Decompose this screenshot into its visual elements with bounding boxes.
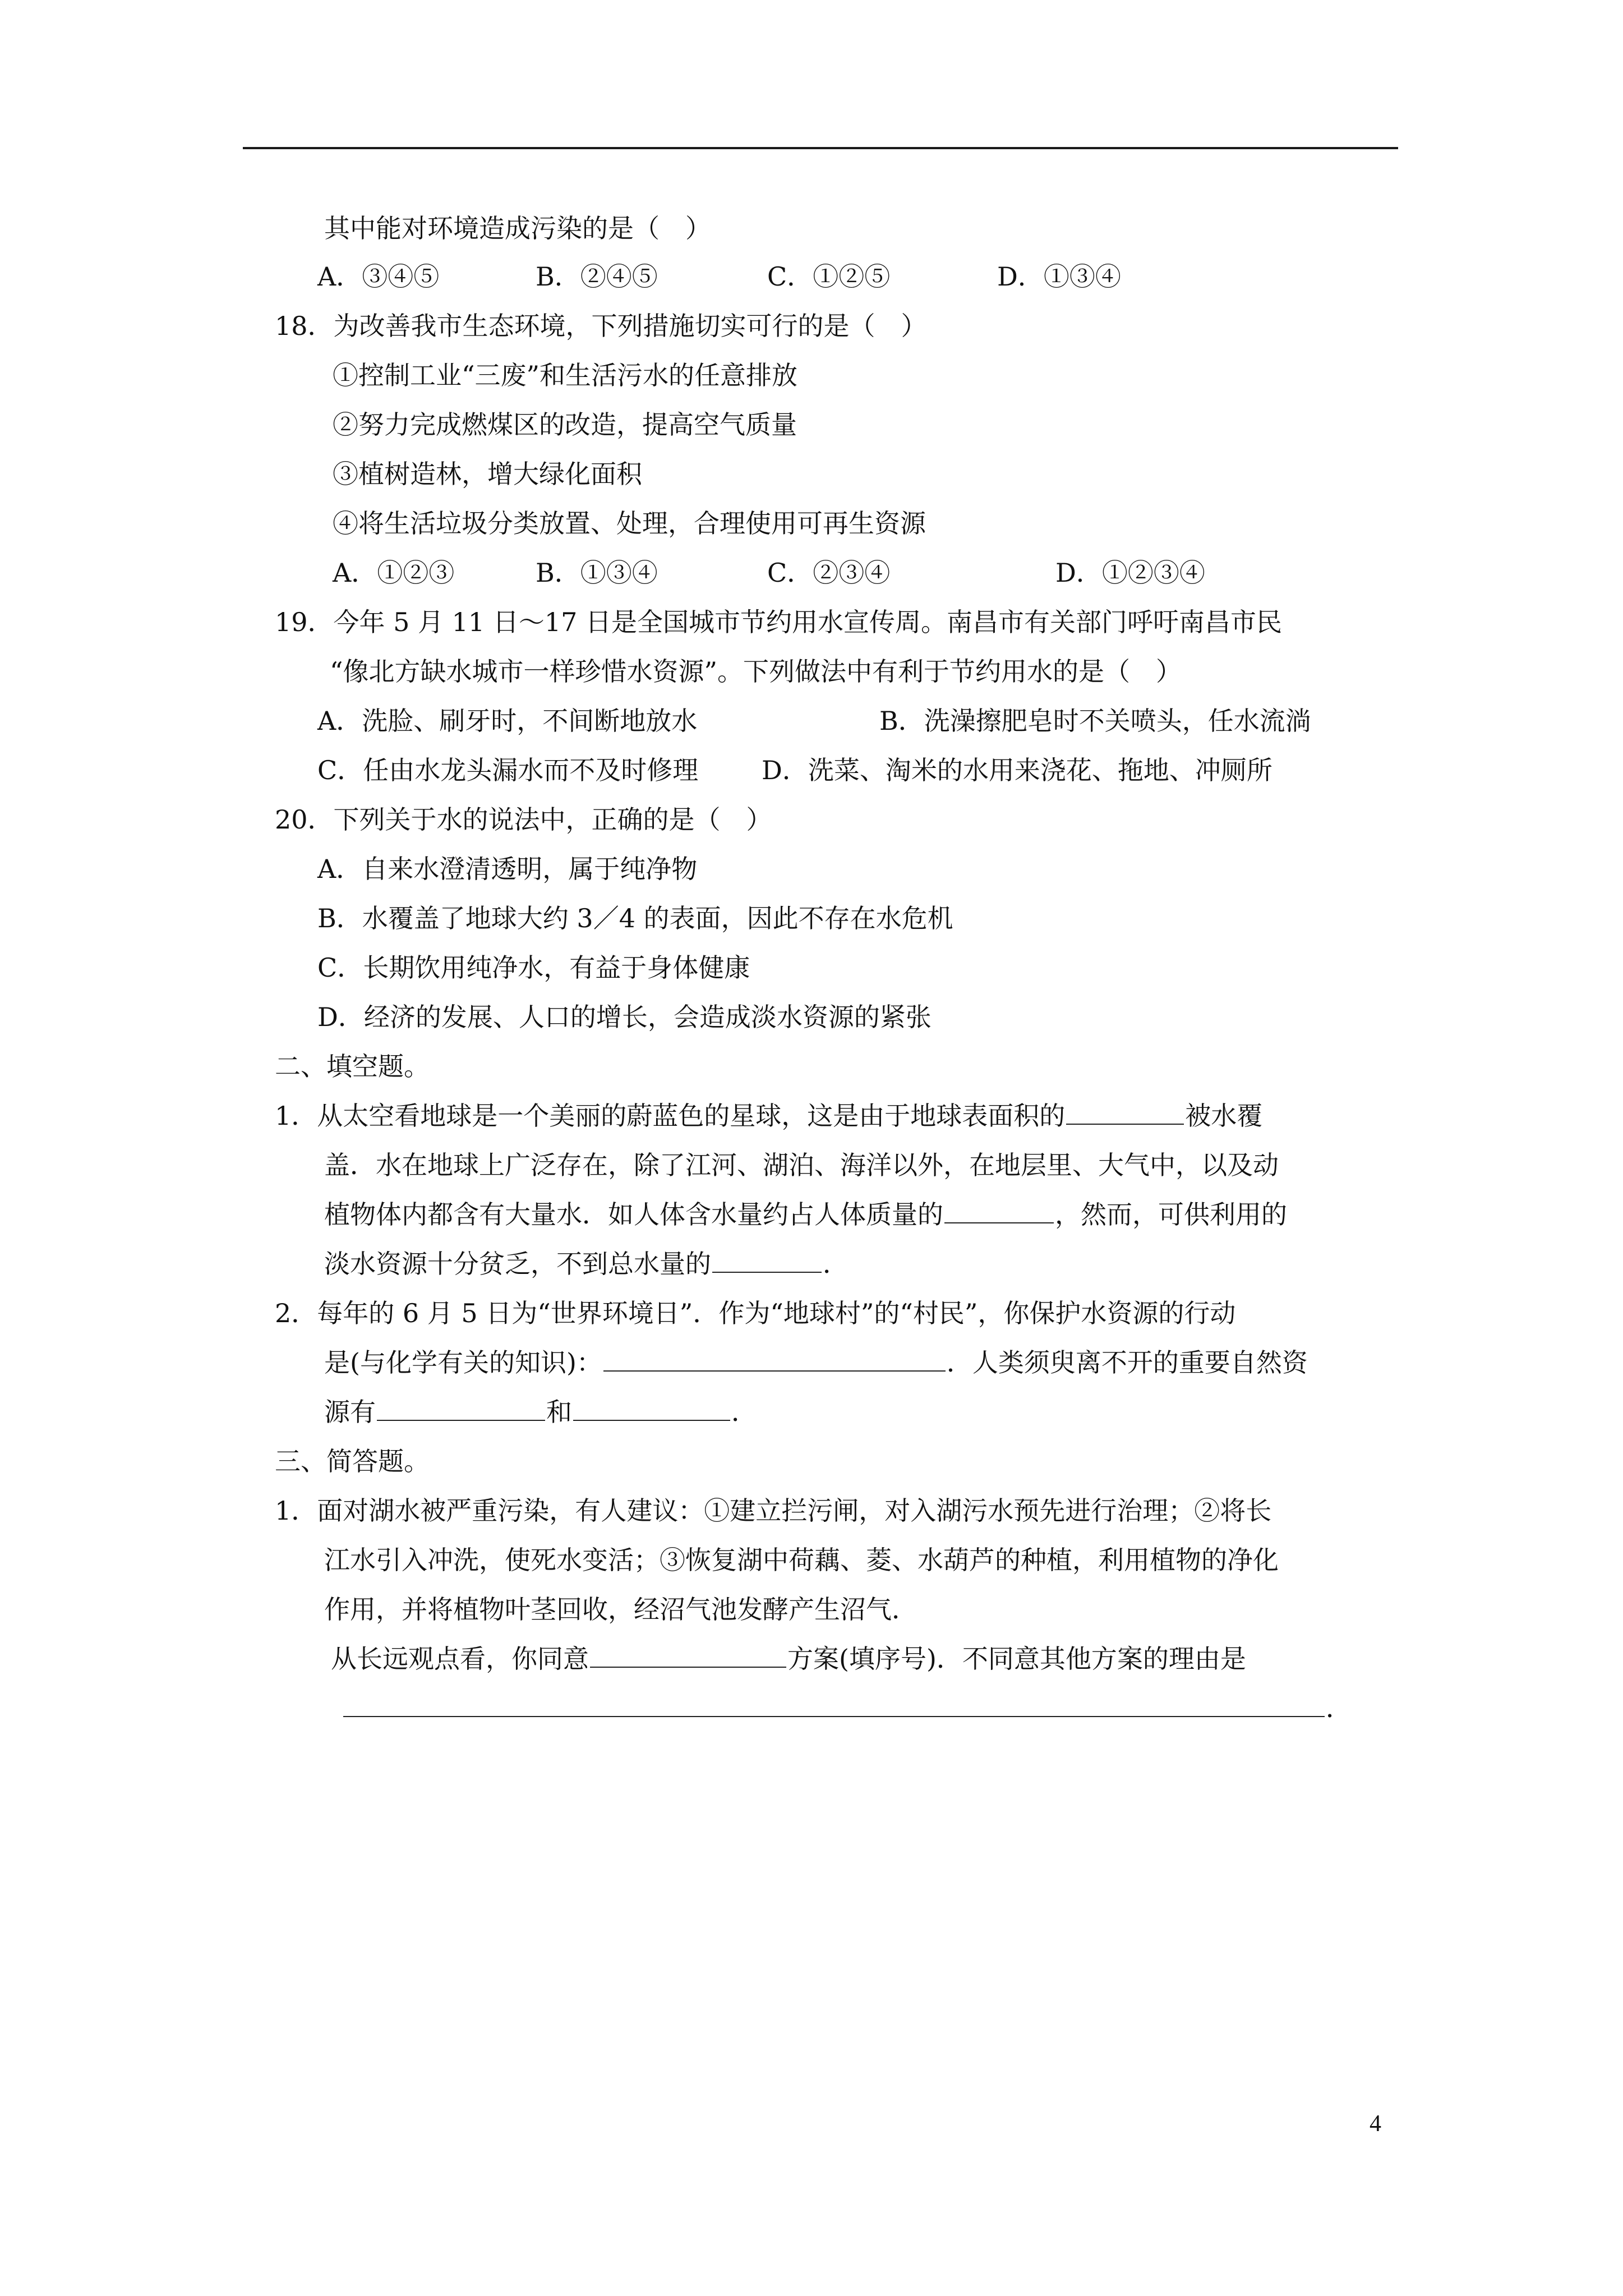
q18-item-1: ①控制工业“三废”和生活污水的任意排放 bbox=[333, 360, 798, 390]
answer-blank[interactable] bbox=[944, 1200, 1054, 1223]
answer-blank[interactable] bbox=[590, 1644, 786, 1668]
s2-q1-line4: 淡水资源十分贫乏，不到总水量的 ． bbox=[324, 1249, 849, 1279]
q20-option-d: D．经济的发展、人口的增长，会造成淡水资源的紧张 bbox=[317, 1002, 932, 1032]
q19-option-c: C．任由水龙头漏水而不及时修理 bbox=[317, 755, 699, 785]
answer-blank[interactable] bbox=[343, 1694, 1325, 1717]
s2-q2-line2: 是(与化学有关的知识)： ．人类须臾离不开的重要自然资 bbox=[324, 1347, 1308, 1378]
q20-option-a: A．自来水澄清透明，属于纯净物 bbox=[317, 854, 698, 884]
s3-q1-line3: 作用，并将植物叶茎回收，经沼气池发酵产生沼气． bbox=[324, 1594, 917, 1625]
q17-option-c: C．①②⑤ bbox=[767, 261, 891, 292]
header-rule bbox=[243, 147, 1398, 149]
q18-option-d: D．①②③④ bbox=[1055, 558, 1205, 588]
q17-option-d: D．①③④ bbox=[997, 261, 1121, 292]
q18-option-b: B．①③④ bbox=[536, 558, 658, 588]
q20-option-b: B．水覆盖了地球大约 3／4 的表面，因此不存在水危机 bbox=[317, 903, 953, 933]
q20-option-c: C．长期饮用纯净水，有益于身体健康 bbox=[317, 953, 750, 983]
q18-stem: 18．为改善我市生态环境，下列措施切实可行的是（ ） bbox=[275, 311, 927, 341]
answer-blank[interactable] bbox=[573, 1397, 730, 1421]
q18-option-c: C．②③④ bbox=[767, 558, 891, 588]
q18-item-3: ③植树造林，增大绿化面积 bbox=[333, 459, 642, 489]
s3-q1-line4: 从长远观点看，你同意 方案(填序号)．不同意其他方案的理由是 bbox=[331, 1644, 1246, 1674]
s3-q1-line5: ． bbox=[342, 1692, 1352, 1724]
s3-q1-line2: 江水引入冲洗，使死水变活；③恢复湖中荷藕、菱、水葫芦的种植，利用植物的净化 bbox=[324, 1545, 1279, 1575]
q20-stem: 20．下列关于水的说法中，正确的是（ ） bbox=[275, 804, 772, 835]
s2-q2-line1: 2．每年的 6 月 5 日为“世界环境日”．作为“地球村”的“村民”，你保护水资源的行动 bbox=[275, 1298, 1236, 1328]
q18-item-4: ④将生活垃圾分类放置、处理，合理使用可再生资源 bbox=[333, 508, 926, 539]
page-number: 4 bbox=[1370, 2111, 1381, 2137]
answer-blank[interactable] bbox=[712, 1249, 822, 1273]
q19-stem-line1: 19．今年 5 月 11 日～17 日是全国城市节约用水宣传周。南昌市有关部门呼吁南昌市民 bbox=[275, 607, 1282, 637]
section-3-heading: 三、简答题。 bbox=[275, 1446, 430, 1476]
s2-q1-line2: 盖．水在地球上广泛存在，除了江河、湖泊、海洋以外，在地层里、大气中，以及动 bbox=[324, 1150, 1279, 1180]
q19-option-d: D．洗菜、淘米的水用来浇花、拖地、冲厕所 bbox=[762, 755, 1272, 785]
s2-q1-line3: 植物体内都含有大量水．如人体含水量约占人体质量的 ，然而，可供利用的 bbox=[324, 1199, 1287, 1230]
q17-stem: 其中能对环境造成污染的是（ ） bbox=[324, 213, 711, 243]
s2-q1-line1: 1．从太空看地球是一个美丽的蔚蓝色的星球，这是由于地球表面积的 被水覆 bbox=[275, 1101, 1263, 1131]
q18-option-a: A．①②③ bbox=[333, 558, 455, 588]
q19-stem-line2: “像北方缺水城市一样珍惜水资源”。下列做法中有利于节约用水的是（ ） bbox=[330, 656, 1182, 687]
s2-q2-line3: 源有 和 ． bbox=[324, 1397, 757, 1427]
q19-option-b: B．洗澡擦肥皂时不关喷头，任水流淌 bbox=[879, 706, 1311, 736]
q18-item-2: ②努力完成燃煤区的改造，提高空气质量 bbox=[333, 409, 797, 440]
q17-option-a: A．③④⑤ bbox=[317, 261, 440, 292]
answer-blank[interactable] bbox=[377, 1397, 545, 1421]
answer-blank[interactable] bbox=[603, 1348, 946, 1372]
q19-option-a: A．洗脸、刷牙时，不间断地放水 bbox=[317, 706, 698, 736]
q17-option-b: B．②④⑤ bbox=[536, 261, 658, 292]
answer-blank[interactable] bbox=[1066, 1101, 1184, 1125]
s3-q1-line1: 1．面对湖水被严重污染，有人建议：①建立拦污闸，对入湖污水预先进行治理；②将长 bbox=[275, 1496, 1272, 1526]
section-2-heading: 二、填空题。 bbox=[275, 1051, 430, 1082]
